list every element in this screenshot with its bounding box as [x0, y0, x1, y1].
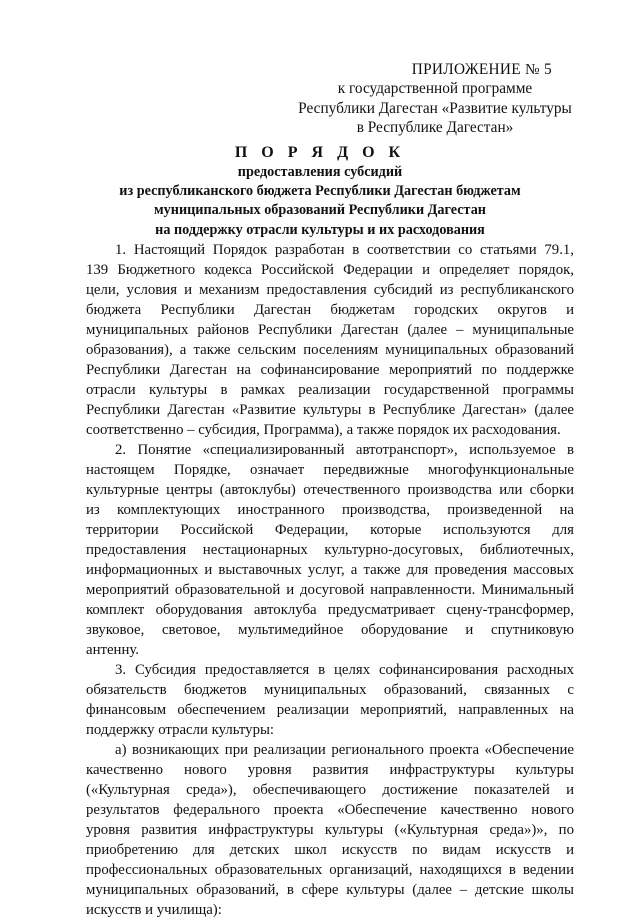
paragraph-line: настоящем Порядке, означает передвижные многофункциональные — [86, 462, 574, 478]
paragraph-line: муниципальных образований, в сфере культуры (далее – детские школы — [86, 882, 574, 898]
paragraph-line: 3. Субсидия предоставляется в целях софинансирования расходных — [115, 662, 574, 678]
paragraph-line: информационных и выставочных услуг, а также для проведения массовых — [86, 562, 574, 578]
paragraph-line: культурные центры (автоклубы) отечественного производства или сборки — [86, 482, 574, 498]
paragraph-line: 139 Бюджетного кодекса Российской Федерации и определяет порядок, — [86, 262, 574, 278]
paragraph-line: а) возникающих при реализации регионального проекта «Обеспечение — [115, 742, 574, 758]
paragraph-line: обязательств бюджетов муниципальных образований, связанных с — [86, 682, 574, 698]
paragraph — [86, 660, 574, 740]
paragraph-line: мероприятий образовательной и досуговой направленности. Минимальный — [86, 582, 574, 598]
heading-subtitle-line: на поддержку отрасли культуры и их расходования — [155, 221, 485, 238]
paragraph-line: качественно нового уровня развития инфраструктуры культуры — [86, 762, 574, 778]
paragraph-line: 2. Понятие «специализированный автотранспорт», используемое в — [115, 442, 574, 458]
paragraph-line: из комплектующих иностранного производства, произведенной на — [86, 502, 574, 518]
paragraph-line: Республики Дагестан «Развитие культуры в Республике Дагестан» (далее — [86, 402, 574, 418]
paragraph-line: территории Российской Федерации, которые используются для — [86, 522, 574, 538]
paragraph — [86, 240, 574, 440]
heading-title: П О Р Я Д О К — [234, 144, 406, 161]
paragraph-line: предоставления нестационарных культурно-досуговых, библиотечных, — [86, 542, 574, 558]
paragraph-line: соответственно – субсидия, Программа), а также порядок их расходования. — [86, 422, 561, 438]
document-body — [86, 240, 574, 920]
appendix-block — [290, 60, 580, 138]
heading-subtitle-line: из республиканского бюджета Республики Дагестан бюджетам — [119, 183, 521, 200]
paragraph-line: образования), а также сельским поселениям муниципальных образований — [86, 342, 574, 358]
paragraph-line: антенну. — [86, 642, 139, 658]
paragraph-line: бюджета Республики Дагестан бюджетам городских округов и — [86, 302, 574, 318]
appendix-title: ПРИЛОЖЕНИЕ № 5 — [411, 61, 552, 78]
paragraph-line: Республики Дагестан на софинансирование мероприятий по поддержке — [86, 362, 574, 378]
heading-subtitle-line: муниципальных образований Республики Дагестан — [154, 202, 486, 219]
paragraph-line: приобретению для детских школ искусств по видам искусств и — [86, 842, 574, 858]
paragraph — [86, 740, 574, 920]
document-heading — [60, 143, 580, 240]
paragraph-line: искусств и училища): — [86, 902, 222, 918]
paragraph-line: звуковое, световое, мультимедийное оборудование и спутниковую — [86, 622, 574, 638]
paragraph-line: («Культурная среда»), обеспечивающего достижение показателей и — [86, 782, 574, 798]
paragraph-line: комплект оборудования автоклуба предусматривает сцену-трансформер, — [86, 602, 574, 618]
heading-subtitle-line: предоставления субсидий — [237, 164, 403, 180]
paragraph — [86, 440, 574, 660]
paragraph-line: финансовым обеспечением реализации мероприятий, направленных на — [86, 702, 574, 718]
paragraph-line: уровня развития инфраструктуры культуры («Культурная среда»)», по — [86, 822, 574, 838]
paragraph-line: муниципальных районов Республики Дагестан (далее – муниципальные — [86, 322, 574, 338]
paragraph-line: поддержку отрасли культуры: — [86, 722, 275, 738]
paragraph-line: 1. Настоящий Порядок разработан в соответствии со статьями 79.1, — [115, 242, 574, 258]
paragraph-line: результатов федерального проекта «Обеспечение качественно нового — [86, 802, 574, 818]
paragraph-line: цели, условия и механизм предоставления субсидий из республиканского — [86, 282, 574, 298]
paragraph-line: профессиональных образовательных организаций, находящихся в ведении — [86, 862, 574, 878]
appendix-line: Республики Дагестан «Развитие культуры — [298, 99, 572, 117]
appendix-line: к государственной программе — [337, 80, 533, 98]
paragraph-line: отрасли культуры в рамках реализации государственной программы — [86, 382, 574, 398]
appendix-line: в Республике Дагестан» — [356, 119, 514, 137]
